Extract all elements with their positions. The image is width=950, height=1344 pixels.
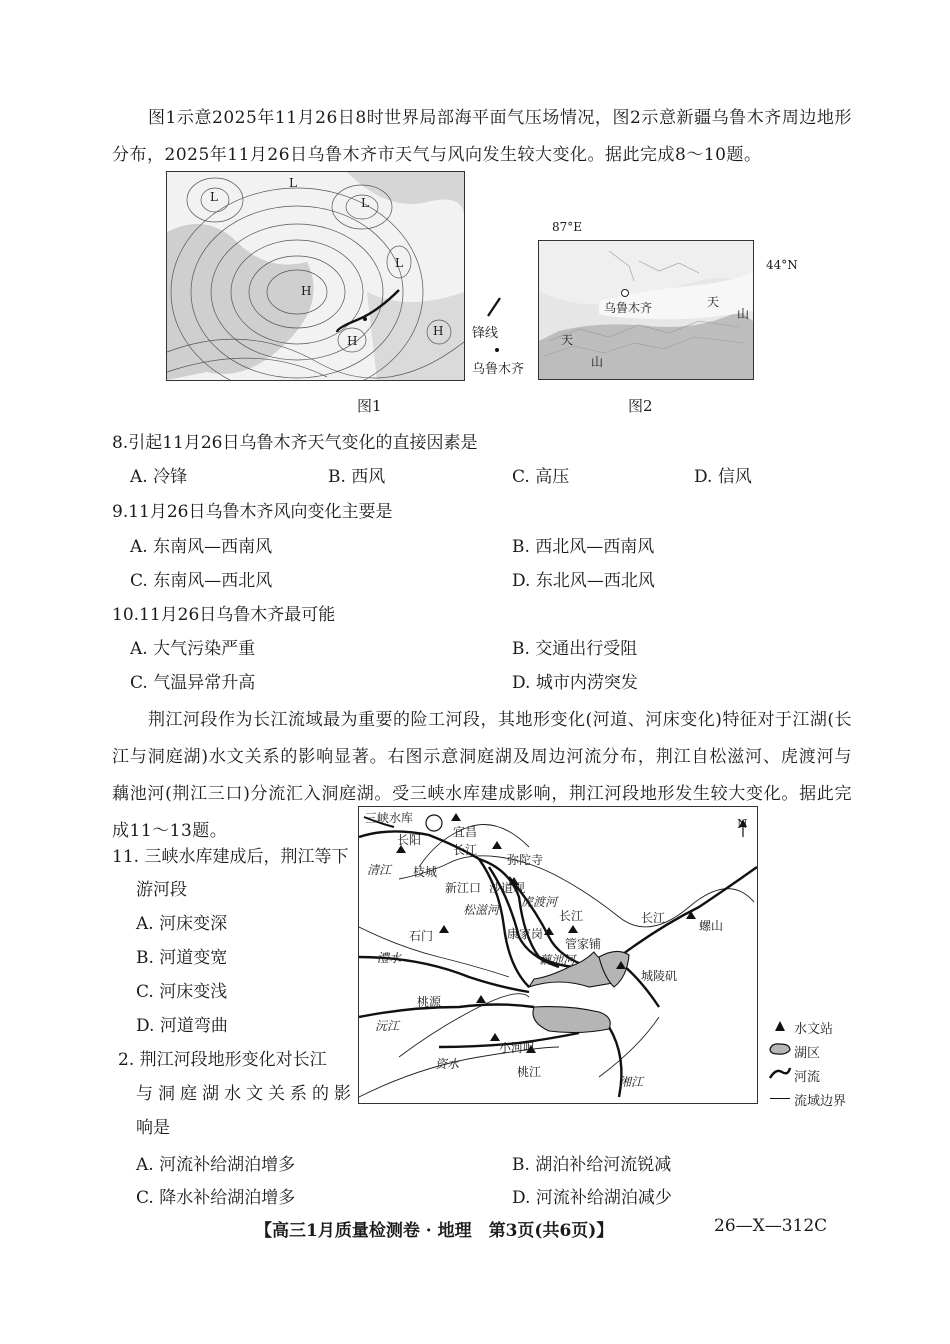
question-9-stem: 9.11月26日乌鲁木齐风向变化主要是 xyxy=(112,502,393,522)
river-legend-icon xyxy=(768,1066,792,1080)
question-12-stem-line-3: 响是 xyxy=(136,1118,170,1138)
intro-paragraph-2: 荆江河段作为长江流域最为重要的险工河段，其地形变化(河道、河床变化)特征对于江湖(长江与洞庭湖)水文关系的影响显著。右图示意洞庭湖及周边河流分布，荆江自松滋河、虎渡河与藕池河(荆江三口)分流汇入洞庭湖。受三峡水库建成影响，荆江河段地形发生较大变化。据此完成11～13题。 xyxy=(112,710,852,841)
question-10-option-b[interactable]: B. 交通出行受阻 xyxy=(512,639,638,659)
label-yichang: 宜昌 xyxy=(453,825,478,839)
legend-river-label: 河流 xyxy=(794,1070,821,1085)
label-xinjiangkou: 新江口 xyxy=(445,881,482,895)
figure-2-caption: 图2 xyxy=(628,397,653,415)
city-dot-legend-icon xyxy=(495,348,499,352)
question-11-stem-line-1: 11. 三峡水库建成后，荆江等下 xyxy=(112,847,349,867)
exam-code: 26—X—312C xyxy=(714,1216,828,1236)
low-label-1: L xyxy=(210,190,218,204)
question-11-option-c[interactable]: C. 河床变浅 xyxy=(136,982,228,1002)
question-12-option-d[interactable]: D. 河流补给湖泊减少 xyxy=(512,1188,672,1208)
label-taojiang: 桃江 xyxy=(517,1065,542,1079)
fig2-longitude-label: 87°E xyxy=(552,220,583,234)
question-12-option-c[interactable]: C. 降水补给湖泊增多 xyxy=(136,1188,296,1208)
label-shimen: 石门 xyxy=(409,929,434,943)
fig2-city-label: 乌鲁木齐 xyxy=(604,301,653,315)
figure-1-caption: 图1 xyxy=(357,397,382,415)
low-label-4: L xyxy=(395,256,403,270)
label-luoshan: 螺山 xyxy=(699,919,724,933)
question-10-option-d[interactable]: D. 城市内涝突发 xyxy=(512,673,638,693)
label-lishui: 澧水 xyxy=(377,951,402,965)
figure-2-terrain-map xyxy=(538,240,754,380)
question-11-option-b[interactable]: B. 河道变宽 xyxy=(136,948,228,968)
lake-legend-icon xyxy=(768,1042,792,1056)
station-legend-icon xyxy=(774,1020,786,1032)
question-9-option-b[interactable]: B. 西北风—西南风 xyxy=(512,537,655,557)
fig2-latitude-label: 44°N xyxy=(766,258,798,272)
question-8-option-d[interactable]: D. 信风 xyxy=(694,467,752,487)
label-mituosi: 弥陀寺 xyxy=(507,853,544,867)
question-9-option-c[interactable]: C. 东南风—西北风 xyxy=(130,571,273,591)
legend-lake-label: 湖区 xyxy=(794,1046,821,1061)
label-changjiang-2: 长江 xyxy=(559,909,584,923)
label-zhicheng: 枝城 xyxy=(413,865,438,879)
label-taoyuan: 桃源 xyxy=(417,995,442,1009)
north-arrow-label: N xyxy=(737,817,748,831)
label-songzi: 松滋河 xyxy=(463,903,500,917)
label-xiangjiang: 湘江 xyxy=(619,1075,644,1089)
label-changyang: 长阳 xyxy=(397,833,422,847)
high-label-3: H xyxy=(433,324,444,338)
intro-paragraph-1: 图1示意2025年11月26日8时世界局部海平面气压场情况，图2示意新疆乌鲁木齐周边地形分布，2025年11月26日乌鲁木齐市天气与风向发生较大变化。据此完成8～10题。 xyxy=(112,108,852,165)
label-xiaoheju: 小河咀 xyxy=(499,1041,536,1055)
figure-1-pressure-map xyxy=(166,171,465,381)
label-shadaoguan: 沙道观 xyxy=(489,881,526,895)
tianshan-label-shan-east: 山 xyxy=(737,307,750,321)
question-8-option-b[interactable]: B. 西风 xyxy=(328,467,386,487)
boundary-legend-icon xyxy=(770,1098,790,1099)
page-footer: 【高三1月质量检测卷 · 地理 第3页(共6页)】 xyxy=(255,1221,614,1241)
dongting-lake-map xyxy=(358,806,758,1104)
tianshan-label-tian-east: 天 xyxy=(707,295,720,309)
question-8-stem: 8.引起11月26日乌鲁木齐天气变化的直接因素是 xyxy=(112,433,478,453)
low-label-2: L xyxy=(289,176,297,190)
question-8-option-a[interactable]: A. 冷锋 xyxy=(130,467,188,487)
high-label-1: H xyxy=(301,284,312,298)
tianshan-label-tian-west: 天 xyxy=(561,333,574,347)
question-10-option-a[interactable]: A. 大气污染严重 xyxy=(130,639,256,659)
question-9-option-a[interactable]: A. 东南风—西南风 xyxy=(130,537,273,557)
front-line-legend-icon xyxy=(485,296,503,318)
legend-station-label: 水文站 xyxy=(794,1022,834,1037)
map3-legend xyxy=(768,1018,868,1108)
label-zishui: 资水 xyxy=(435,1057,460,1071)
legend-city-label: 乌鲁木齐 xyxy=(472,362,525,377)
question-11-option-a[interactable]: A. 河床变深 xyxy=(136,914,228,934)
label-guanjiapu: 管家铺 xyxy=(565,937,602,951)
question-12-option-b[interactable]: B. 湖泊补给河流锐减 xyxy=(512,1155,672,1175)
question-10-stem: 10.11月26日乌鲁木齐最可能 xyxy=(112,605,336,625)
question-11-stem-line-2: 游河段 xyxy=(136,880,187,900)
label-changjiang-1: 长江 xyxy=(453,843,478,857)
label-qingjiang: 清江 xyxy=(367,863,392,877)
low-label-3: L xyxy=(361,196,369,210)
question-9-option-d[interactable]: D. 东北风—西北风 xyxy=(512,571,655,591)
label-ouchi: 藕池河 xyxy=(539,953,576,967)
question-10-option-c[interactable]: C. 气温异常升高 xyxy=(130,673,256,693)
question-12-option-a[interactable]: A. 河流补给湖泊增多 xyxy=(136,1155,296,1175)
label-changjiang-3: 长江 xyxy=(641,911,666,925)
label-sanxia: 三峡水库 xyxy=(365,811,414,825)
legend-front-label: 锋线 xyxy=(472,326,499,341)
high-label-2: H xyxy=(347,334,358,348)
question-11-option-d[interactable]: D. 河道弯曲 xyxy=(136,1016,228,1036)
tianshan-label-shan-west: 山 xyxy=(591,355,604,369)
label-yuanjiang: 沅江 xyxy=(375,1019,400,1033)
label-kangjiagang: 康家岗 xyxy=(507,927,544,941)
label-chenglingji: 城陵矶 xyxy=(641,969,678,983)
urumqi-marker-icon xyxy=(621,289,629,297)
question-12-stem-line-2: 与洞庭湖水文关系的影 xyxy=(136,1084,356,1104)
question-8-option-c[interactable]: C. 高压 xyxy=(512,467,570,487)
legend-boundary-label: 流域边界 xyxy=(794,1094,847,1109)
question-12-stem-line-1: 2. 荆江河段地形变化对长江 xyxy=(118,1050,327,1070)
label-hudu: 虎渡河 xyxy=(521,895,558,909)
